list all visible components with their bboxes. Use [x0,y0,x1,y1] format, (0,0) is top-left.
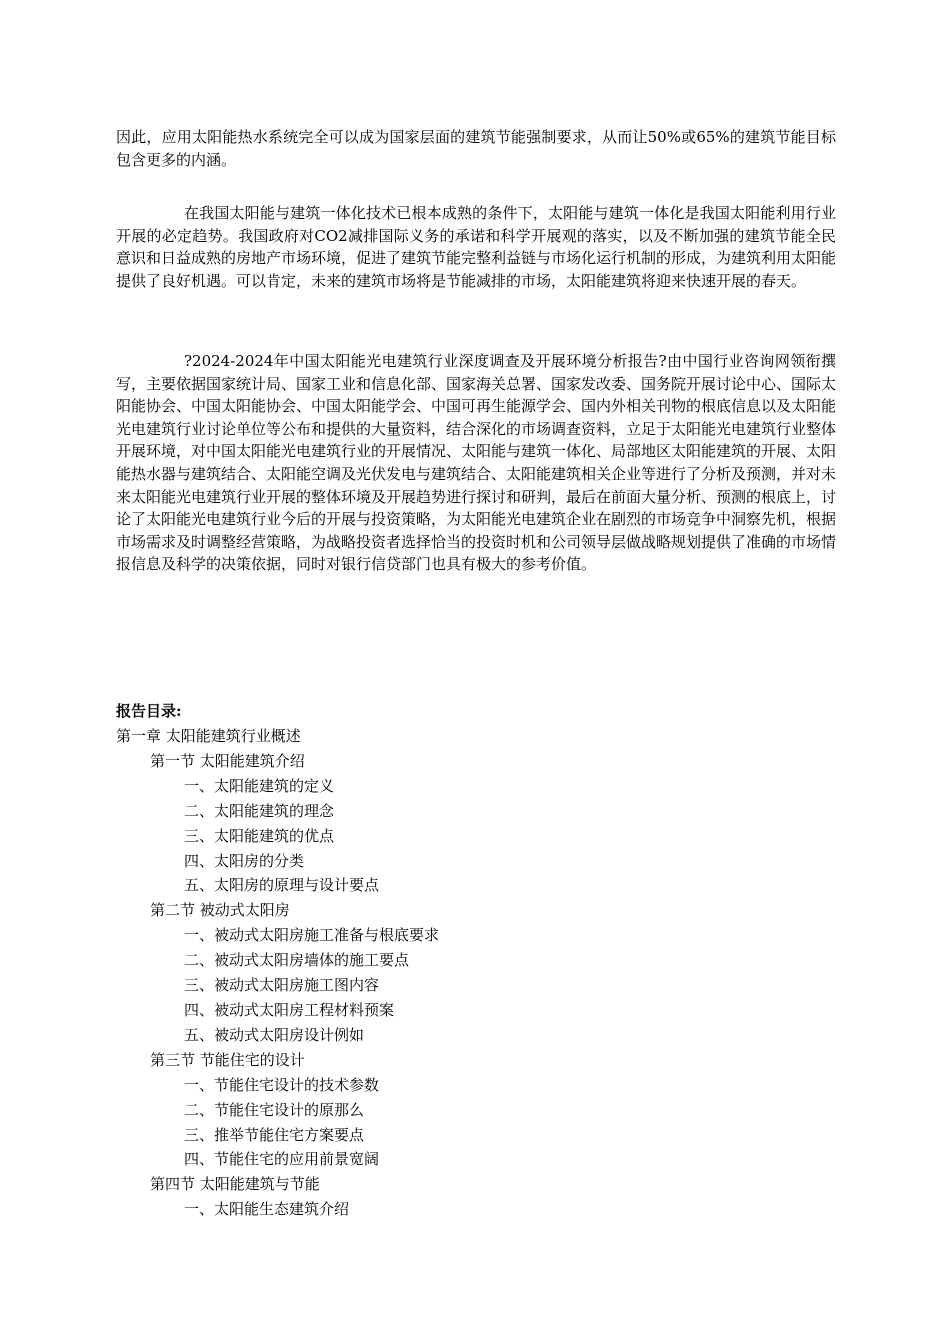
table-of-contents [116,724,439,1222]
toc-item: 一、节能住宅设计的技术参数 [184,1075,380,1094]
toc-section: 第三节 节能住宅的设计 [150,1050,305,1069]
toc-item: 一、被动式太阳房施工准备与根底要求 [184,926,440,945]
toc-item: 二、被动式太阳房墙体的施工要点 [184,951,410,970]
toc-section: 第一节 太阳能建筑介绍 [150,751,305,770]
toc-item: 三、被动式太阳房施工图内容 [184,976,380,995]
toc-section: 第二节 被动式太阳房 [150,901,290,920]
body-paragraph-1: 因此，应用太阳能热水系统完全可以成为国家层面的建筑节能强制要求，从而让50%或65%的建筑节能目标包含更多的内涵。 [116,128,836,169]
body-paragraph-3: ?2024-2024年中国太阳能光电建筑行业深度调查及开展环境分析报告?由中国行业咨询网领衔撰写，主要依据国家统计局、国家工业和信息化部、国家海关总署、国家发改委、国务院开展讨论中心、国际太阳能协会、中国太阳能协会、中国太阳能学会、中国可再生能源学会、国内外相关刊物的根底信息以及太阳能光电建筑行业讨论单位等公布和提供的大量资料，结合深化的市场调查资料，立足于太阳能光电建筑行业整体开展环境，对中国太阳能光电建筑行业的开展情况、太阳能与建筑一体化、局部地区太阳能建筑的开展、太阳能热水器与建筑结合、太阳能空调及光伏发电与建筑结合、太阳能建筑相关企业等进行了分析及预测，并对未来太阳能光电建筑行业开展的整体环境及开展趋势进行探讨和研判，最后在前面大量分析、预测的根底上，讨论了太阳能光电建筑行业今后的开展与投资策略，为太阳能光电建筑企业在剧烈的市场竞争中洞察先机，根据市场需求及时调整经营策略，为战略投资者选择恰当的投资时机和公司领导层做战略规划提供了准确的市场情报信息及科学的决策依据，同时对银行信贷部门也具有极大的参考价值。 [116,352,837,574]
toc-item: 四、节能住宅的应用前景宽阔 [184,1150,380,1169]
toc-item: 三、推举节能住宅方案要点 [184,1125,365,1144]
toc-item: 四、太阳房的分类 [184,851,305,870]
toc-chapter: 第一章 太阳能建筑行业概述 [116,727,301,745]
toc-item: 四、被动式太阳房工程材料预案 [184,1000,395,1019]
toc-item: 三、太阳能建筑的优点 [184,826,335,845]
toc-item: 一、太阳能建筑的定义 [184,776,335,795]
toc-item: 二、节能住宅设计的原那么 [184,1100,365,1119]
toc-item: 五、太阳房的原理与设计要点 [184,876,380,895]
body-paragraph-2: 在我国太阳能与建筑一体化技术已根本成熟的条件下，太阳能与建筑一体化是我国太阳能利用行业开展的必定趋势。我国政府对CO2减排国际义务的承诺和科学开展观的落实，以及不断加强的建筑节能全民意识和日益成熟的房地产市场环境，促进了建筑节能完整利益链与市场化运行机制的形成，为建筑利用太阳能提供了良好机遇。可以肯定，未来的建筑市场将是节能减排的市场，太阳能建筑将迎来快速开展的春天。 [116,204,837,290]
toc-heading: 报告目录: [116,702,182,720]
toc-item: 五、被动式太阳房设计例如 [184,1025,365,1044]
toc-item: 一、太阳能生态建筑介绍 [184,1200,350,1219]
toc-section: 第四节 太阳能建筑与节能 [150,1175,320,1194]
toc-item: 二、太阳能建筑的理念 [184,801,335,820]
